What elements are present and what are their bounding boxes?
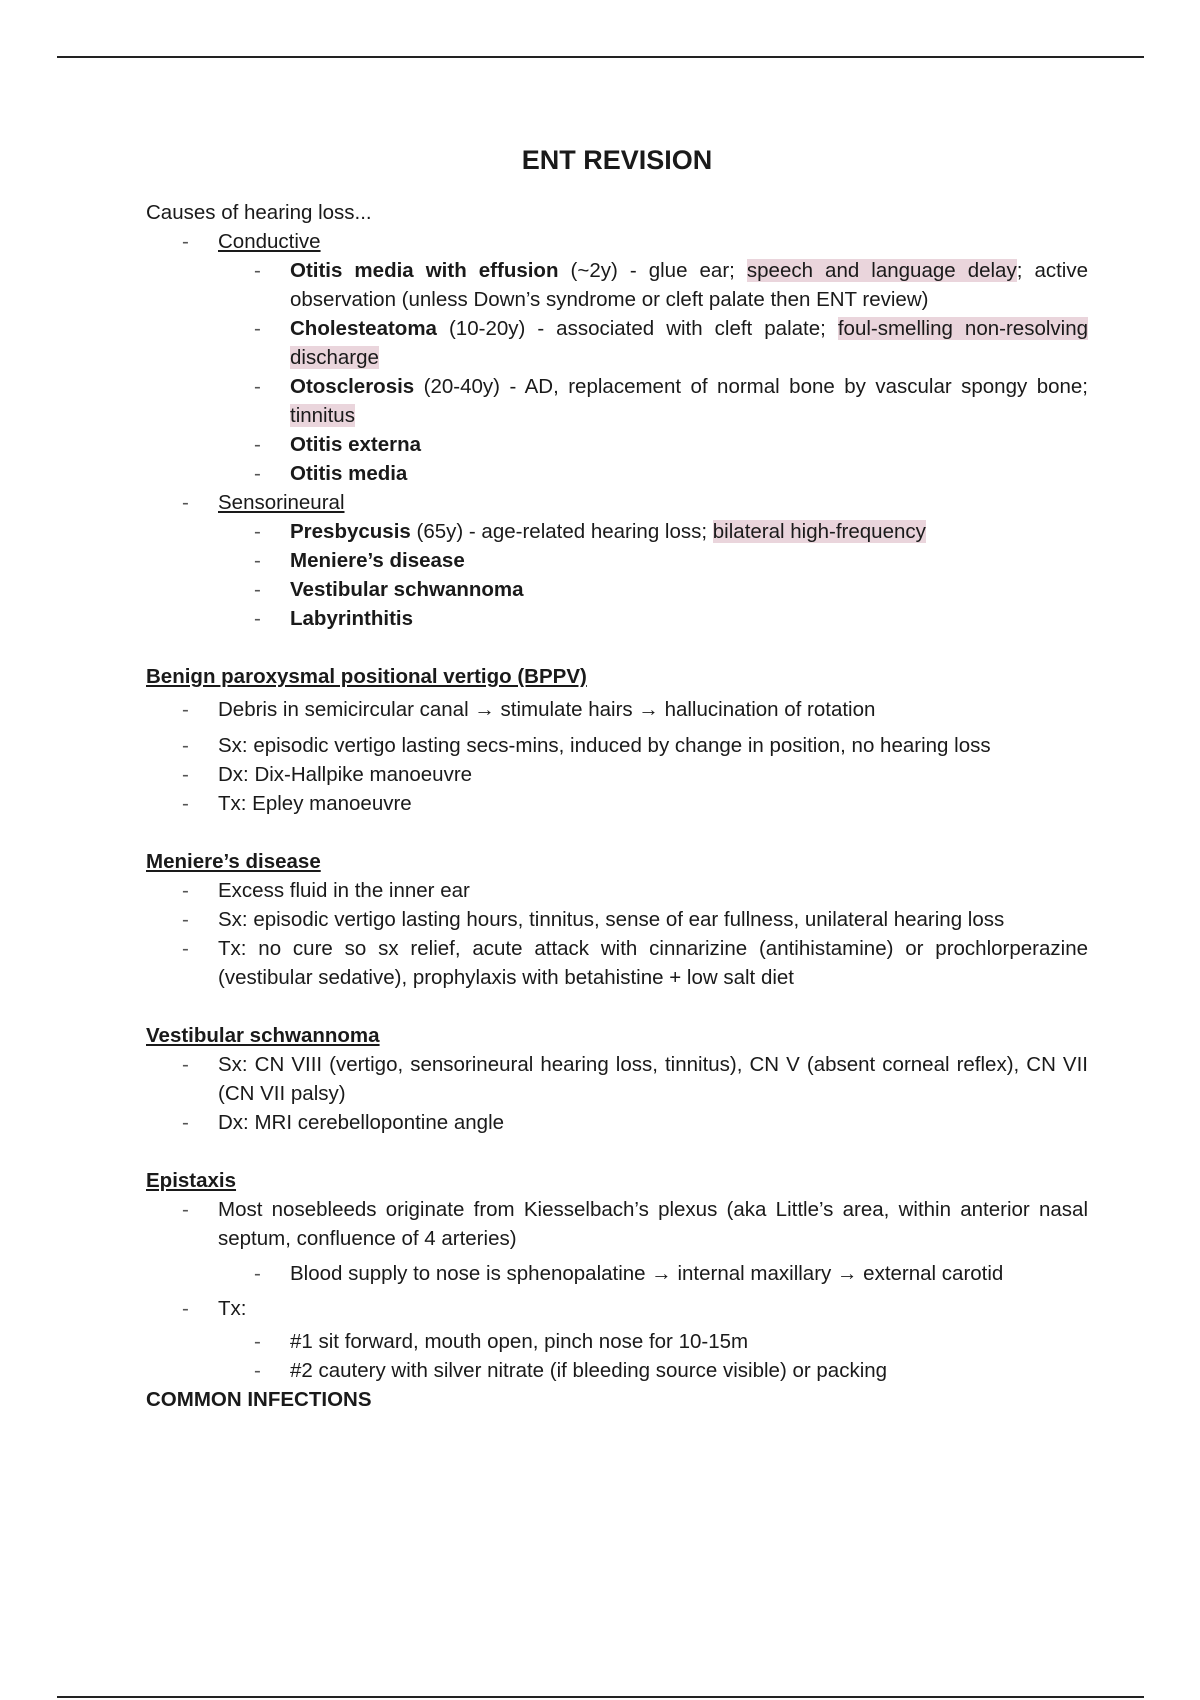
hearing-loss-intro: Causes of hearing loss... bbox=[146, 201, 372, 224]
text: Excess fluid in the inner ear bbox=[218, 879, 470, 902]
list-item bbox=[146, 1108, 1088, 1137]
conductive-label: Conductive bbox=[218, 230, 321, 253]
sensorineural-label: Sensorineural bbox=[218, 491, 345, 514]
list-item bbox=[218, 1259, 1088, 1288]
list-item bbox=[146, 1195, 1088, 1288]
text: Tx: Epley manoeuvre bbox=[218, 792, 412, 815]
term: Presbycusis bbox=[290, 520, 411, 543]
bottom-rule bbox=[57, 1696, 1144, 1698]
text: Dx: MRI cerebellopontine angle bbox=[218, 1111, 505, 1134]
bppv-heading: Benign paroxysmal positional vertigo (BPPV) bbox=[146, 665, 587, 688]
text: (~2y) - glue ear; bbox=[558, 259, 747, 282]
list-item bbox=[146, 488, 1088, 633]
sensorineural-list bbox=[218, 517, 1088, 633]
text: #1 sit forward, mouth open, pinch nose for 10-15m bbox=[290, 1330, 749, 1353]
text: Sx: episodic vertigo lasting secs-mins, induced by change in position, no hearing loss bbox=[218, 734, 991, 757]
term: Otosclerosis bbox=[290, 375, 415, 398]
page-title: ENT REVISION bbox=[521, 145, 713, 175]
text: ; active observation (unless Down’s syndrome or cleft palate then ENT review) bbox=[290, 259, 1088, 311]
bullet-dash: - bbox=[254, 317, 261, 340]
bullet-dash: - bbox=[254, 549, 261, 572]
term: Labyrinthitis bbox=[290, 607, 414, 630]
list-item bbox=[146, 1294, 1088, 1385]
list-item bbox=[218, 517, 1088, 546]
bullet-dash: - bbox=[182, 734, 189, 757]
bullet-dash: - bbox=[254, 1359, 261, 1382]
list-item bbox=[218, 314, 1088, 372]
bppv-list bbox=[146, 695, 1088, 818]
bullet-dash: - bbox=[182, 937, 189, 960]
text: Debris in semicircular canal → stimulate hairs → hallucination of rotation bbox=[218, 698, 876, 721]
common-infections-heading: COMMON INFECTIONS bbox=[146, 1388, 372, 1411]
bullet-dash: - bbox=[254, 375, 261, 398]
list-item bbox=[146, 876, 1088, 905]
term: Otitis media bbox=[290, 462, 408, 485]
list-item bbox=[218, 1327, 1088, 1356]
bullet-dash: - bbox=[182, 792, 189, 815]
list-item bbox=[146, 695, 1088, 724]
list-item bbox=[218, 256, 1088, 314]
list-item bbox=[146, 934, 1088, 992]
epistaxis-list bbox=[146, 1195, 1088, 1385]
bullet-dash: - bbox=[254, 1330, 261, 1353]
list-item bbox=[218, 546, 1088, 575]
bullet-dash: - bbox=[182, 1198, 189, 1221]
text: (10-20y) - associated with cleft palate; bbox=[436, 317, 838, 340]
list-item bbox=[218, 604, 1088, 633]
bullet-dash: - bbox=[254, 520, 261, 543]
list-item bbox=[146, 227, 1088, 488]
bullet-dash: - bbox=[182, 1297, 189, 1320]
bullet-dash: - bbox=[182, 698, 189, 721]
list-item bbox=[146, 1050, 1088, 1108]
term: Vestibular schwannoma bbox=[290, 578, 524, 601]
bullet-dash: - bbox=[254, 259, 261, 282]
term: Otitis externa bbox=[290, 433, 422, 456]
list-item bbox=[146, 789, 1088, 818]
hearing-loss-list bbox=[146, 227, 1088, 633]
bullet-dash: - bbox=[254, 607, 261, 630]
list-item bbox=[218, 372, 1088, 430]
bullet-dash: - bbox=[182, 230, 189, 253]
blood-supply-list bbox=[218, 1259, 1088, 1288]
bullet-dash: - bbox=[182, 491, 189, 514]
top-rule bbox=[57, 56, 1144, 58]
term: Meniere’s disease bbox=[290, 549, 465, 572]
term: Cholesteatoma bbox=[290, 317, 437, 340]
term: Otitis media with effusion bbox=[290, 259, 559, 282]
list-item bbox=[218, 459, 1088, 488]
list-item bbox=[146, 905, 1088, 934]
highlight: bilateral high-frequency bbox=[712, 520, 926, 543]
list-item bbox=[218, 1356, 1088, 1385]
document-page bbox=[146, 140, 1088, 1414]
bullet-dash: - bbox=[254, 462, 261, 485]
bullet-dash: - bbox=[182, 1053, 189, 1076]
meniere-heading: Meniere’s disease bbox=[146, 850, 321, 873]
bullet-dash: - bbox=[254, 433, 261, 456]
text: #2 cautery with silver nitrate (if bleeding source visible) or packing bbox=[290, 1359, 888, 1382]
list-item bbox=[218, 575, 1088, 604]
list-item bbox=[218, 430, 1088, 459]
highlight: speech and language delay bbox=[746, 259, 1017, 282]
list-item bbox=[146, 731, 1088, 760]
text: Tx: no cure so sx relief, acute attack with cinnarizine (antihistamine) or prochlorperazine (vestibular sedative), prophylaxis with betahistine + low salt diet bbox=[218, 937, 1088, 989]
epistaxis-heading: Epistaxis bbox=[146, 1169, 237, 1192]
schwannoma-heading: Vestibular schwannoma bbox=[146, 1024, 380, 1047]
text: (65y) - age-related hearing loss; bbox=[410, 520, 713, 543]
text: Sx: episodic vertigo lasting hours, tinnitus, sense of ear fullness, unilateral hearing loss bbox=[218, 908, 1005, 931]
bullet-dash: - bbox=[182, 1111, 189, 1134]
text: (20-40y) - AD, replacement of normal bone by vascular spongy bone; bbox=[414, 375, 1088, 398]
list-item bbox=[146, 760, 1088, 789]
conductive-list bbox=[218, 256, 1088, 488]
text: Sx: CN VIII (vertigo, sensorineural hearing loss, tinnitus), CN V (absent corneal reflex), CN VII (CN VII palsy) bbox=[218, 1053, 1088, 1105]
epistaxis-tx-list bbox=[218, 1327, 1088, 1385]
schwannoma-list bbox=[146, 1050, 1088, 1137]
text: Most nosebleeds originate from Kiesselbach’s plexus (aka Little’s area, within anterior nasal septum, confluence of 4 arteries) bbox=[218, 1198, 1088, 1250]
text: Tx: bbox=[218, 1297, 247, 1320]
bullet-dash: - bbox=[182, 908, 189, 931]
meniere-list bbox=[146, 876, 1088, 992]
highlight: foul-smelling non-resolving discharge bbox=[290, 317, 1088, 369]
bullet-dash: - bbox=[182, 763, 189, 786]
highlight: tinnitus bbox=[290, 404, 355, 427]
bullet-dash: - bbox=[182, 879, 189, 902]
bullet-dash: - bbox=[254, 1262, 261, 1285]
bullet-dash: - bbox=[254, 578, 261, 601]
text: Blood supply to nose is sphenopalatine → internal maxillary → external carotid bbox=[290, 1262, 1004, 1285]
text: Dx: Dix-Hallpike manoeuvre bbox=[218, 763, 473, 786]
